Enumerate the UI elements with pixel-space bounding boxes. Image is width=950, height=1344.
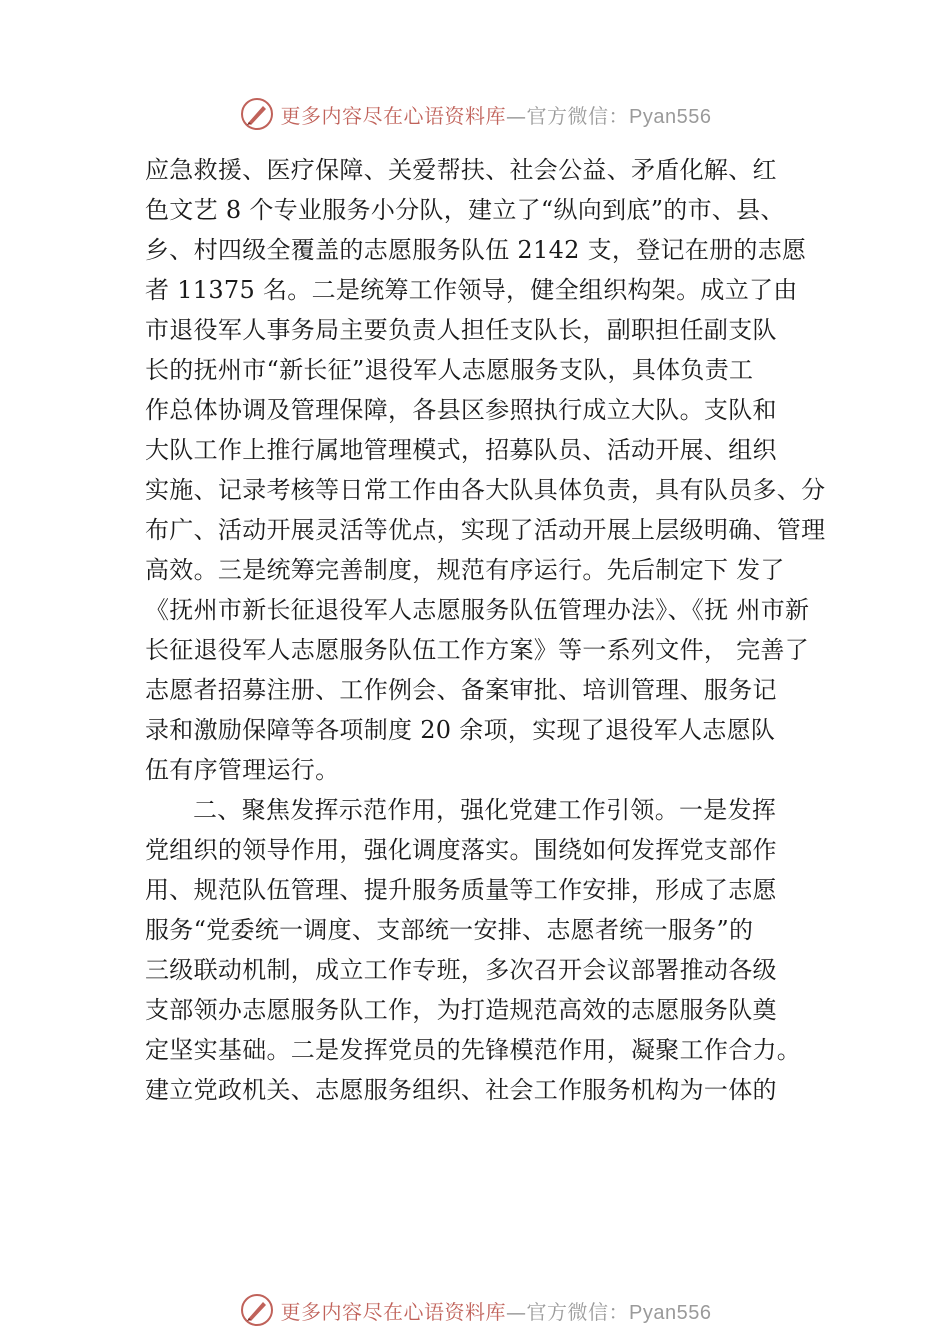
- text-line: 《抚州市新长征退役军人志愿服务队伍管理办法》、《抚 州市新: [145, 596, 810, 624]
- text-line: 色文艺 8 个专业服务小分队，建立了“纵向到底”的市、县、: [145, 196, 785, 224]
- text-line: 实施、记录考核等日常工作由各大队具体负责，具有队员多、分: [145, 476, 826, 504]
- watermark-label: 官方微信：: [526, 1299, 630, 1324]
- document-body: [145, 150, 835, 1110]
- pen-in-circle-logo-icon: [239, 96, 275, 132]
- watermark-id: Pyan556: [629, 105, 712, 128]
- footer-watermark: [0, 1290, 950, 1330]
- text-line: 长的抚州市“新长征”退役军人志愿服务支队，具体负责工: [145, 356, 754, 384]
- text-line: 长征退役军人志愿服务队伍工作方案》等一系列文件， 完善了: [145, 636, 810, 664]
- watermark-brand: 更多内容尽在心语资料库: [280, 103, 507, 128]
- watermark-text: [281, 1296, 712, 1325]
- header-watermark: [0, 94, 950, 134]
- text-line: 定坚实基础。二是发挥党员的先锋模范作用，凝聚工作合力。: [145, 1036, 802, 1064]
- text-line: 应急救援、医疗保障、关爱帮扶、社会公益、矛盾化解、红: [145, 156, 777, 184]
- text-line: 录和激励保障等各项制度 20 余项，实现了退役军人志愿队: [145, 716, 776, 744]
- watermark-text: [281, 100, 712, 129]
- watermark-separator: —: [506, 1299, 527, 1324]
- text-line: 建立党政机关、志愿服务组织、社会工作服务机构为一体的: [145, 1076, 777, 1104]
- text-line: 高效。三是统筹完善制度，规范有序运行。先后制定下 发了: [145, 556, 785, 584]
- text-line: 布广、活动开展灵活等优点，实现了活动开展上层级明确、管理: [145, 516, 826, 544]
- text-line: 市退役军人事务局主要负责人担任支队长，副职担任副支队: [145, 316, 777, 344]
- watermark-brand: 更多内容尽在心语资料库: [280, 1299, 507, 1324]
- text-line: 党组织的领导作用，强化调度落实。围绕如何发挥党支部作: [145, 836, 777, 864]
- text-line: 伍有序管理运行。: [145, 756, 340, 784]
- text-line: 用、规范队伍管理、提升服务质量等工作安排，形成了志愿: [145, 876, 777, 904]
- watermark-separator: —: [506, 103, 527, 128]
- text-line: 大队工作上推行属地管理模式，招募队员、活动开展、组织: [145, 436, 777, 464]
- paragraph-start-line: 二、聚焦发挥示范作用，强化党建工作引领。一是发挥: [193, 796, 777, 824]
- pen-in-circle-logo-icon: [239, 1292, 275, 1328]
- text-line: 三级联动机制，成立工作专班，多次召开会议部署推动各级: [145, 956, 777, 984]
- text-line: 志愿者招募注册、工作例会、备案审批、培训管理、服务记: [145, 676, 777, 704]
- text-line: 乡、村四级全覆盖的志愿服务队伍 2142 支，登记在册的志愿: [145, 236, 807, 264]
- watermark-label: 官方微信：: [526, 103, 630, 128]
- text-line: 者 11375 名。二是统筹工作领导，健全组织构架。成立了由: [145, 276, 798, 304]
- watermark-id: Pyan556: [629, 1301, 712, 1324]
- text-line: 作总体协调及管理保障，各县区参照执行成立大队。支队和: [145, 396, 777, 424]
- text-line: 支部领办志愿服务队工作，为打造规范高效的志愿服务队奠: [145, 996, 777, 1024]
- text-line: 服务“党委统一调度、支部统一安排、志愿者统一服务”的: [145, 916, 754, 944]
